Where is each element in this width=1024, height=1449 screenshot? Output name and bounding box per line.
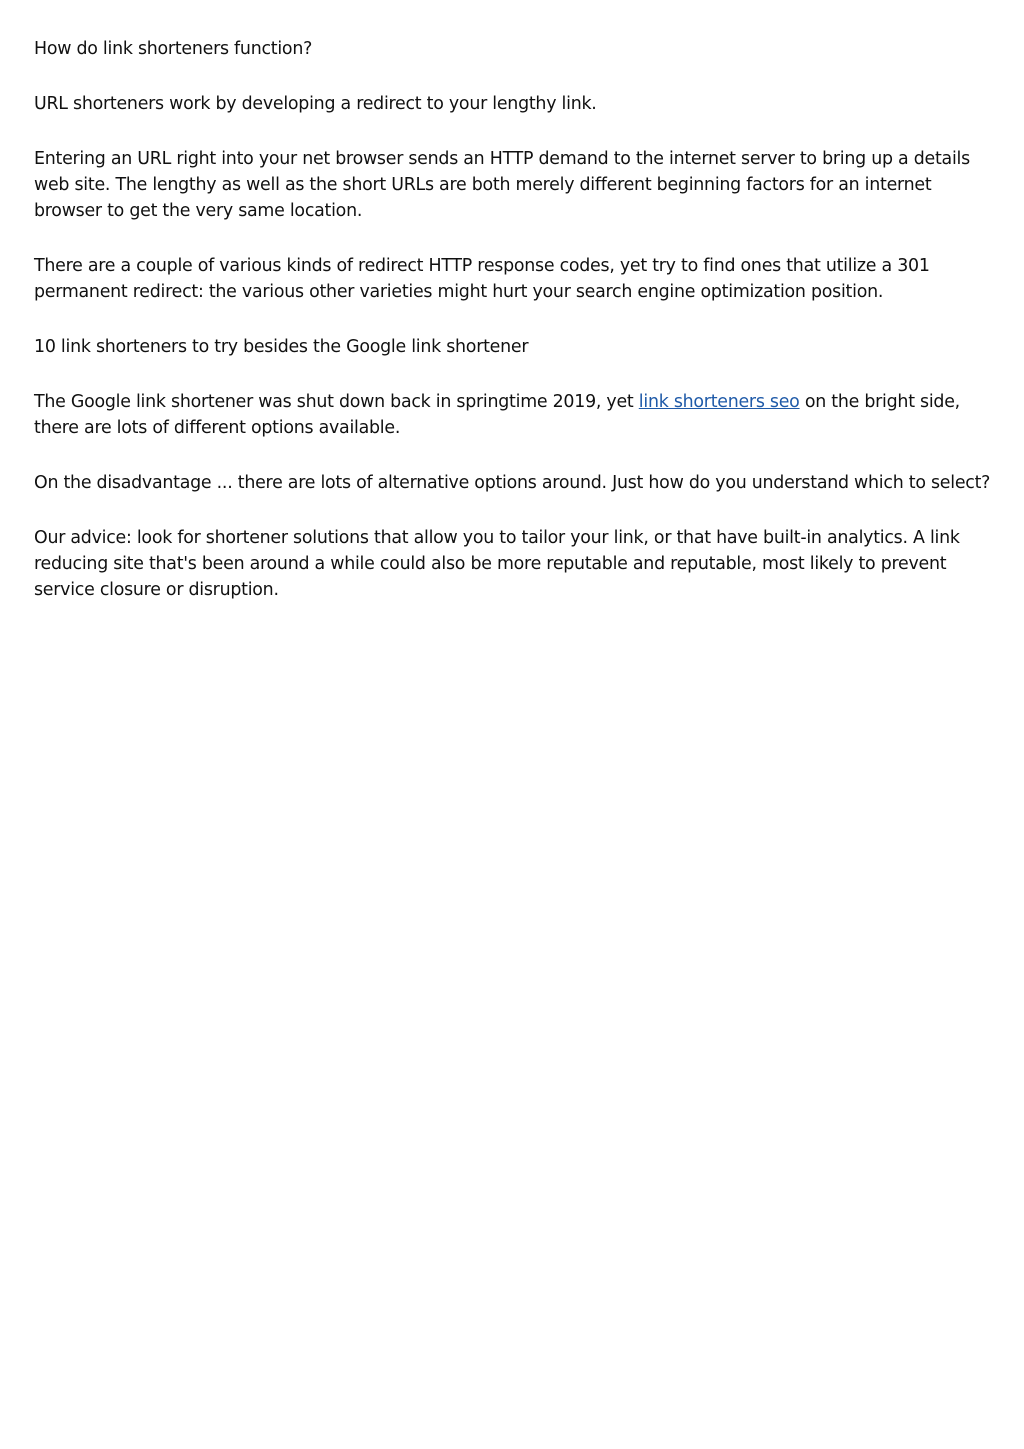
heading-how-link-shorteners-function: How do link shorteners function? <box>34 39 313 59</box>
paragraph-our-advice: Our advice: look for shortener solutions that allow you to tailor your link, or that have built-in analytics. A link reducing site that's been around a while could also be more reputable and reputable, most likely to prevent service closure or disruption. <box>34 528 960 600</box>
paragraph-google-shortener-text-after: on the bright side, there are lots of different options available. <box>34 392 960 438</box>
paragraph-disadvantage: On the disadvantage ... there are lots of alternative options around. Just how do you understand which to select? <box>34 473 991 493</box>
link-shorteners-seo-link[interactable]: link shorteners seo <box>638 392 800 412</box>
document-body <box>34 36 994 632</box>
paragraph-redirect-intro: URL shorteners work by developing a redirect to your lengthy link. <box>34 94 597 114</box>
paragraph-google-shortener <box>34 389 994 441</box>
paragraph-http-demand: Entering an URL right into your net browser sends an HTTP demand to the internet server to bring up a details web site. The lengthy as well as the short URLs are both merely different beginning factors for an internet browser to get the very same location. <box>34 149 970 221</box>
paragraph-google-shortener-text-before: The Google link shortener was shut down back in springtime 2019, yet <box>34 392 639 412</box>
paragraph-redirect-codes: There are a couple of various kinds of redirect HTTP response codes, yet try to find ones that utilize a 301 permanent redirect: the various other varieties might hurt your search engine optimization position. <box>34 256 930 302</box>
heading-ten-link-shorteners: 10 link shorteners to try besides the Google link shortener <box>34 337 529 357</box>
